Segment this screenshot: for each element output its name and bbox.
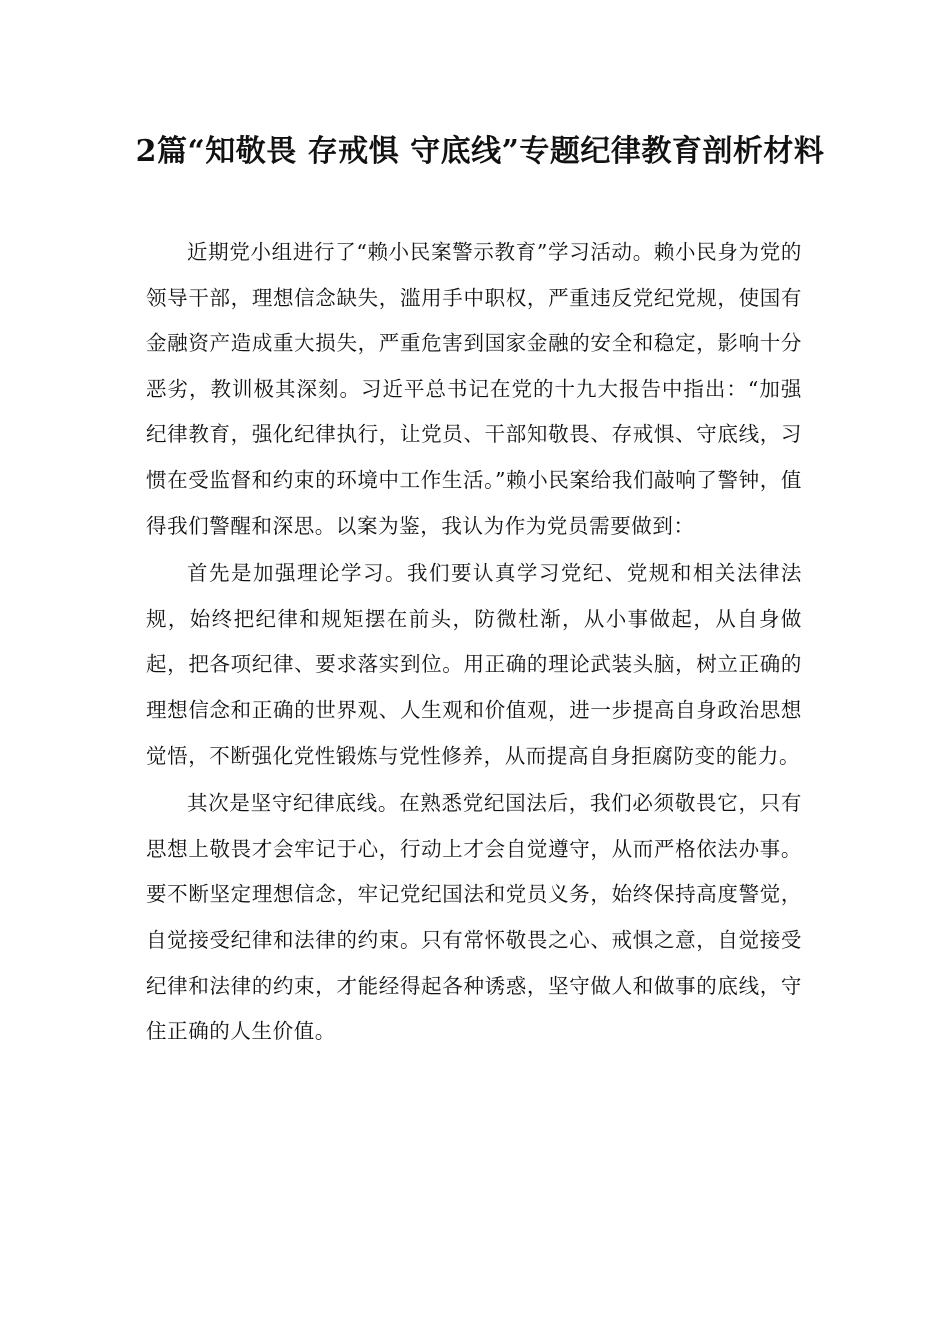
paragraph-theory-study: 首先是加强理论学习。我们要认真学习党纪、党规和相关法律法规，始终把纪律和规矩摆在前头，防微杜渐，从小事做起，从自身做起，把各项纪律、要求落实到位。用正确的理论武装头脑，树立正确的理想信念和正确的世界观、人生观和价值观，进一步提高自身政治思想觉悟，不断强化党性锻炼与党性修养，从而提高自身拒腐防变的能力。 [146, 561, 802, 768]
document-body [146, 230, 802, 1055]
paragraph-discipline-bottom-line: 其次是坚守纪律底线。在熟悉党纪国法后，我们必须敬畏它，只有思想上敬畏才会牢记于心，行动上才会自觉遵守，从而严格依法办事。要不断坚定理想信念，牢记党纪国法和党员义务，始终保持高度警觉，自觉接受纪律和法律的约束。只有常怀敬畏之心、戒惧之意，自觉接受纪律和法律的约束，才能经得起各种诱惑，坚守做人和做事的底线，守住正确的人生价值。 [146, 791, 802, 1044]
document-title: 2篇“知敬畏 存戒惧 守底线”专题纪律教育剖析材料 [135, 134, 825, 169]
paragraph-intro: 近期党小组进行了“赖小民案警示教育”学习活动。赖小民身为党的领导干部，理想信念缺失，滥用手中职权，严重违反党纪党规，使国有金融资产造成重大损失，严重危害到国家金融的安全和稳定，影响十分恶劣，教训极其深刻。习近平总书记在党的十九大报告中指出：“加强纪律教育，强化纪律执行，让党员、干部知敬畏、存戒惧、守底线，习惯在受监督和约束的环境中工作生活。”赖小民案给我们敲响了警钟，值得我们警醒和深思。以案为鉴，我认为作为党员需要做到： [146, 240, 802, 538]
